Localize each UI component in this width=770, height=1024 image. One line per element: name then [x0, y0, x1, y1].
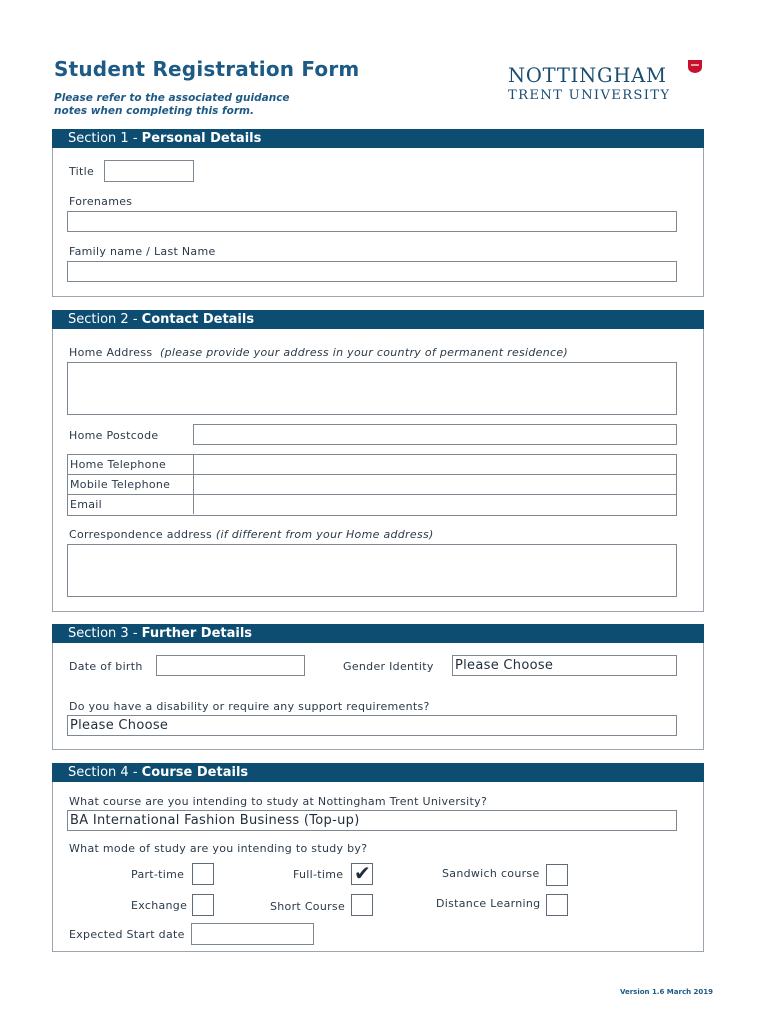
sandwich-checkbox[interactable]: [546, 864, 568, 886]
gender-label: Gender Identity: [343, 660, 434, 673]
page-title: Student Registration Form: [54, 57, 360, 81]
guidance-note: Please refer to the associated guidance notes when completing this form.: [54, 92, 290, 117]
title-input[interactable]: [104, 160, 194, 182]
mode-label: What mode of study are you intending to study by?: [69, 842, 368, 855]
part-time-checkbox[interactable]: [192, 863, 214, 885]
table-row: [68, 495, 676, 515]
version-footer: Version 1.6 March 2019: [619, 988, 713, 996]
disability-label: Do you have a disability or require any support requirements?: [69, 700, 430, 713]
section-contact-details: [52, 310, 704, 612]
forenames-input[interactable]: [67, 211, 677, 232]
section-personal-details: [52, 129, 704, 297]
table-row: [68, 475, 676, 495]
crest-icon: [688, 60, 702, 73]
correspondence-label: Correspondence address (if different from your Home address): [69, 528, 434, 541]
table-row: [68, 455, 676, 475]
logo-line2: TRENT UNIVERSITY: [508, 88, 671, 103]
short-course-label: Short Course: [270, 900, 346, 913]
section-3-header: Section 3 - Further Details: [52, 624, 704, 643]
email-input[interactable]: [193, 495, 677, 514]
course-select[interactable]: BA International Fashion Business (Top-up): [67, 810, 677, 831]
university-logo: [508, 60, 708, 110]
forenames-label: Forenames: [69, 195, 133, 208]
dob-label: Date of birth: [69, 660, 143, 673]
section-2-header: Section 2 - Contact Details: [52, 310, 704, 329]
check-icon: ✔: [354, 861, 371, 885]
section-4-title: Course Details: [141, 765, 249, 780]
family-name-label: Family name / Last Name: [69, 245, 216, 258]
section-course-details: [52, 763, 704, 952]
gender-select[interactable]: Please Choose: [452, 655, 677, 676]
mobile-telephone-input[interactable]: [193, 475, 677, 494]
section-1-header: Section 1 - Personal Details: [52, 129, 704, 148]
section-further-details: [52, 624, 704, 750]
correspondence-address-input[interactable]: [67, 544, 677, 597]
title-label: Title: [69, 165, 95, 178]
disability-select[interactable]: Please Choose: [67, 715, 677, 736]
home-address-label: Home Address (please provide your address in your country of permanent residence): [69, 346, 569, 359]
postcode-label: Home Postcode: [69, 429, 159, 442]
contact-table: [67, 454, 677, 516]
sandwich-label: Sandwich course: [442, 867, 540, 880]
start-date-input[interactable]: [191, 923, 314, 945]
exchange-label: Exchange: [131, 899, 188, 912]
course-label: What course are you intending to study at Nottingham Trent University?: [69, 795, 488, 808]
distance-learning-label: Distance Learning: [436, 897, 541, 910]
exchange-checkbox[interactable]: [192, 894, 214, 916]
short-course-checkbox[interactable]: [351, 894, 373, 916]
dob-input[interactable]: [156, 655, 305, 676]
family-name-input[interactable]: [67, 261, 677, 282]
section-4-header: Section 4 - Course Details: [52, 763, 704, 782]
postcode-input[interactable]: [193, 424, 677, 445]
part-time-label: Part-time: [131, 868, 185, 881]
home-address-input[interactable]: [67, 362, 677, 415]
section-3-title: Further Details: [141, 626, 253, 641]
section-2-title: Contact Details: [141, 312, 255, 327]
full-time-checkbox[interactable]: [351, 863, 373, 885]
email-label: Email: [70, 498, 103, 511]
full-time-label: Full-time: [293, 868, 344, 881]
logo-line1: NOTTINGHAM: [508, 64, 667, 87]
start-date-label: Expected Start date: [69, 928, 185, 941]
mobile-telephone-label: Mobile Telephone: [70, 478, 171, 491]
distance-learning-checkbox[interactable]: [546, 894, 568, 916]
section-1-title: Personal Details: [141, 131, 262, 146]
home-telephone-label: Home Telephone: [70, 458, 167, 471]
home-telephone-input[interactable]: [193, 455, 677, 474]
